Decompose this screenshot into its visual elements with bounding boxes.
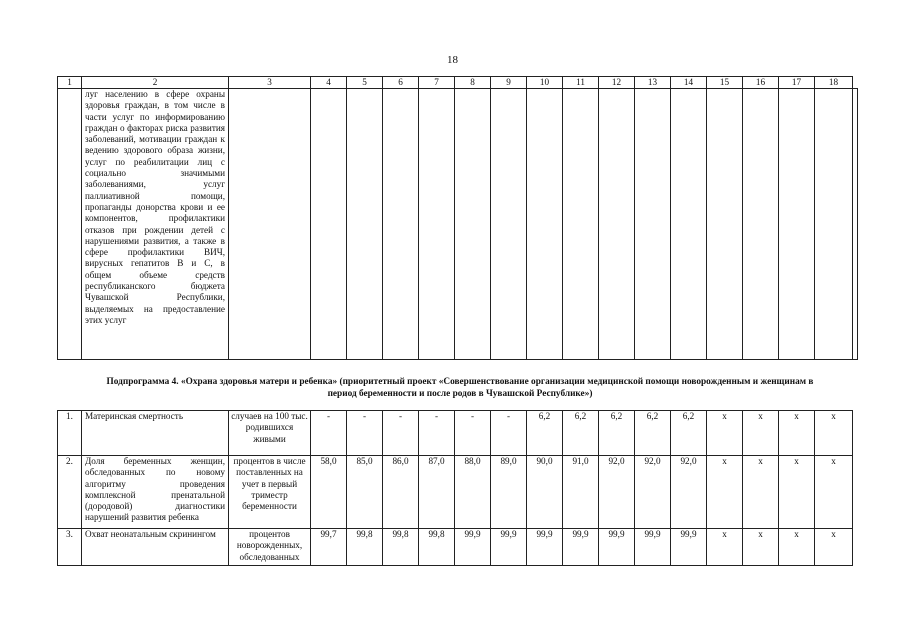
table-cell (311, 89, 347, 360)
year-value: - (455, 411, 491, 456)
table-cell (455, 89, 491, 360)
year-value: 92,0 (671, 456, 707, 529)
table-cell (635, 89, 671, 360)
column-header: 3 (229, 77, 311, 89)
year-value: 99,9 (527, 529, 563, 566)
row-number: 3. (58, 529, 82, 566)
year-value: x (779, 529, 815, 566)
year-value: x (779, 411, 815, 456)
table-cell (491, 89, 527, 360)
column-header: 10 (527, 77, 563, 89)
column-header: 8 (455, 77, 491, 89)
table-cell (779, 89, 815, 360)
year-value: 99,8 (383, 529, 419, 566)
column-header: 13 (635, 77, 671, 89)
year-value: 99,9 (635, 529, 671, 566)
year-value: 89,0 (491, 456, 527, 529)
column-header: 12 (599, 77, 635, 89)
column-header: 9 (491, 77, 527, 89)
year-value: 99,9 (671, 529, 707, 566)
indicator-text-continued: луг населению в сфере охраны здоровья граждан, в том числе в части услуг по информированию граждан о факторах риска развития заболеваний, мотивации граждан к ведению здорового образа жизни, услуг по реабилитации лиц с социально значимыми заболеваниями, услуг паллиативной помощи, пропаганды донорства крови и ее компонентов, профилактики отказов при рождении детей с нарушениями развития, а также в сфере профилактики ВИЧ, вирусных гепатитов В и С, в общем объеме средств республиканского бюджета Чувашской Республики, выделяемых на предоставление этих услуг (82, 89, 229, 360)
table-cell (58, 89, 82, 360)
table-row (58, 411, 853, 456)
column-header: 11 (563, 77, 599, 89)
year-value: x (779, 456, 815, 529)
year-value: 99,9 (563, 529, 599, 566)
unit-of-measure: случаев на 100 тыс. родившихся живыми (229, 411, 311, 456)
year-value: x (743, 456, 779, 529)
table-cell (599, 89, 635, 360)
year-value: 90,0 (527, 456, 563, 529)
table-cell (563, 89, 599, 360)
table-cell (743, 89, 779, 360)
year-value: x (815, 411, 853, 456)
column-header: 2 (82, 77, 229, 89)
year-value: x (815, 529, 853, 566)
year-value: x (743, 529, 779, 566)
table-cell (229, 89, 311, 360)
table-cell (707, 89, 743, 360)
year-value: - (347, 411, 383, 456)
table-row (58, 529, 853, 566)
table-cell (527, 89, 563, 360)
column-header: 5 (347, 77, 383, 89)
year-value: - (491, 411, 527, 456)
column-header: 7 (419, 77, 455, 89)
indicator-table-continued (57, 76, 858, 360)
column-header: 18 (815, 77, 853, 89)
year-value: 6,2 (599, 411, 635, 456)
row-number: 1. (58, 411, 82, 456)
table-cell (671, 89, 707, 360)
column-header: 15 (707, 77, 743, 89)
year-value: - (419, 411, 455, 456)
year-value: 99,8 (419, 529, 455, 566)
year-value: 6,2 (671, 411, 707, 456)
year-value: 92,0 (599, 456, 635, 529)
table-cell (815, 89, 853, 360)
year-value: 99,8 (347, 529, 383, 566)
year-value: 6,2 (527, 411, 563, 456)
year-value: x (707, 411, 743, 456)
column-header: 17 (779, 77, 815, 89)
year-value: 99,9 (599, 529, 635, 566)
column-header: 1 (58, 77, 82, 89)
page-number: 18 (447, 54, 458, 66)
row-number: 2. (58, 456, 82, 529)
table-cell (419, 89, 455, 360)
year-value: 6,2 (635, 411, 671, 456)
year-value: 99,9 (491, 529, 527, 566)
year-value: 92,0 (635, 456, 671, 529)
year-value: x (815, 456, 853, 529)
indicator-table (57, 410, 853, 566)
year-value: 85,0 (347, 456, 383, 529)
year-value: x (707, 456, 743, 529)
column-header: 6 (383, 77, 419, 89)
year-value: x (743, 411, 779, 456)
year-value: 6,2 (563, 411, 599, 456)
column-header: 14 (671, 77, 707, 89)
year-value: 99,7 (311, 529, 347, 566)
table-row (58, 456, 853, 529)
year-value: 58,0 (311, 456, 347, 529)
year-value: 99,9 (455, 529, 491, 566)
table-cell (347, 89, 383, 360)
table-cell (383, 89, 419, 360)
table-cell (853, 89, 858, 360)
indicator-name: Доля беременных женщин, обследованных по новому алгоритму проведения комплексной пренатальной (дородовой) диагностики нарушений развития ребенка (82, 456, 229, 529)
indicator-name: Охват неонатальным скринингом (82, 529, 229, 566)
unit-of-measure: процентов новорожденных, обследованных (229, 529, 311, 566)
year-value: 87,0 (419, 456, 455, 529)
year-value: x (707, 529, 743, 566)
year-value: - (383, 411, 419, 456)
year-value: 86,0 (383, 456, 419, 529)
column-header: 16 (743, 77, 779, 89)
column-header: 4 (311, 77, 347, 89)
indicator-name: Материнская смертность (82, 411, 229, 456)
year-value: - (311, 411, 347, 456)
unit-of-measure: процентов в числе поставленных на учет в первый триместр беременности (229, 456, 311, 529)
table-row (58, 89, 858, 360)
subprogram-heading: Подпрограмма 4. «Охрана здоровья матери и ребенка» (приоритетный проект «Совершенствование организации медицинской помощи новорожденным и женщинам в период беременности и после родов в Чувашской Республике») (106, 377, 814, 399)
year-value: 88,0 (455, 456, 491, 529)
column-number-row (58, 77, 858, 89)
year-value: 91,0 (563, 456, 599, 529)
